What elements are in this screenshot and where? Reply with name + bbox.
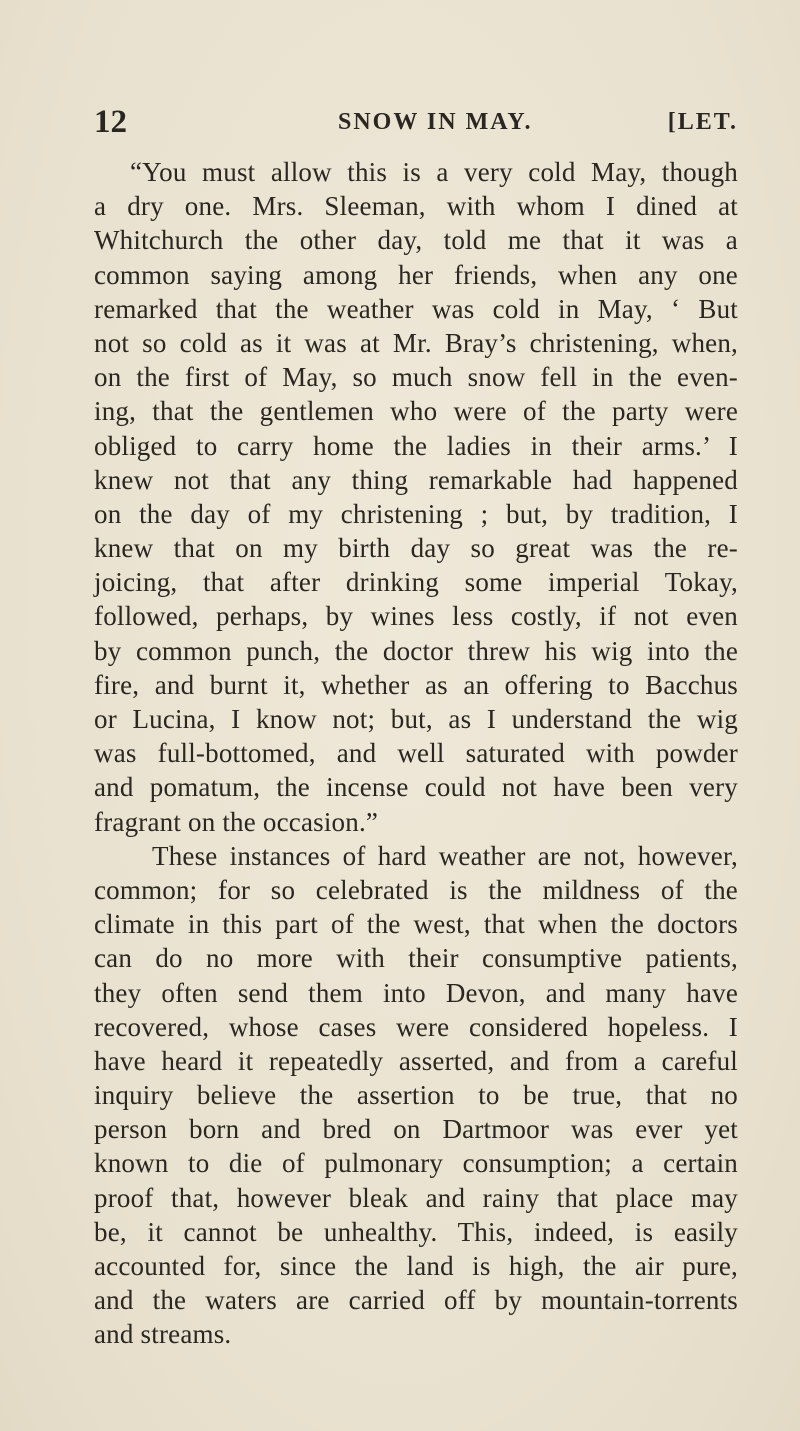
text-line: on the first of May, so much snow fell in the even-	[94, 362, 738, 393]
text-line: known to die of pulmonary consumption; a certain	[94, 1148, 738, 1179]
text-line: knew not that any thing remarkable had happened	[94, 464, 738, 495]
page-number: 12	[94, 104, 127, 140]
text-line: common; for so celebrated is the mildness of the	[94, 874, 738, 905]
text-line: fire, and burnt it, whether as an offering to Bacchus	[94, 669, 738, 700]
text-line: common saying among her friends, when any one	[94, 259, 738, 290]
running-head-right: [LET.	[667, 109, 738, 135]
text-line: ing, that the gentlemen who were of the party were	[94, 396, 738, 427]
text-line: not so cold as it was at Mr. Bray’s christening, when,	[94, 327, 738, 358]
text-line: obliged to carry home the ladies in their arms.’ I	[94, 430, 738, 461]
text-line: and the waters are carried off by mountain-torrents	[94, 1285, 738, 1316]
text-line: a dry one. Mrs. Sleeman, with whom I dined at	[94, 191, 738, 222]
text-line: climate in this part of the west, that when the doctors	[94, 909, 738, 940]
text-line: accounted for, since the land is high, the air pure,	[94, 1251, 738, 1281]
text-line: proof that, however bleak and rainy that place may	[94, 1182, 738, 1213]
text-line: recovered, whose cases were considered hopeless. I	[94, 1011, 738, 1042]
text-line: and streams.	[94, 1319, 232, 1350]
running-title: SNOW IN MAY.	[338, 109, 533, 135]
text-line: be, it cannot be unhealthy. This, indeed, is easily	[94, 1216, 738, 1247]
text-line: Whitchurch the other day, told me that it was a	[94, 225, 738, 256]
text-line: followed, perhaps, by wines less costly, if not even	[94, 601, 738, 632]
text-line: by common punch, the doctor threw his wig into the	[94, 635, 738, 666]
text-line: “You must allow this is a very cold May, though	[130, 157, 738, 187]
running-head	[94, 100, 738, 144]
text-line: was full-bottomed, and well saturated with powder	[94, 738, 738, 769]
text-line: inquiry believe the assertion to be true, that no	[94, 1080, 738, 1111]
text-line: on the day of my christening ; but, by tradition, I	[94, 498, 738, 529]
text-line: they often send them into Devon, and many have	[94, 977, 738, 1008]
text-line: person born and bred on Dartmoor was ever yet	[94, 1114, 738, 1145]
body-text	[94, 155, 738, 1352]
text-line: can do no more with their consumptive patients,	[94, 943, 738, 974]
text-line: and pomatum, the incense could not have been very	[94, 772, 738, 803]
text-line: joicing, that after drinking some imperial Tokay,	[94, 567, 738, 598]
text-line: knew that on my birth day so great was the re-	[94, 533, 738, 564]
text-line: remarked that the weather was cold in May, ‘ But	[94, 293, 738, 324]
text-line: fragrant on the occasion.”	[94, 806, 379, 837]
text-line: These instances of hard weather are not, however,	[152, 840, 738, 871]
text-line: have heard it repeatedly asserted, and from a careful	[94, 1045, 738, 1076]
text-line: or Lucina, I know not; but, as I understand the wig	[94, 704, 738, 734]
